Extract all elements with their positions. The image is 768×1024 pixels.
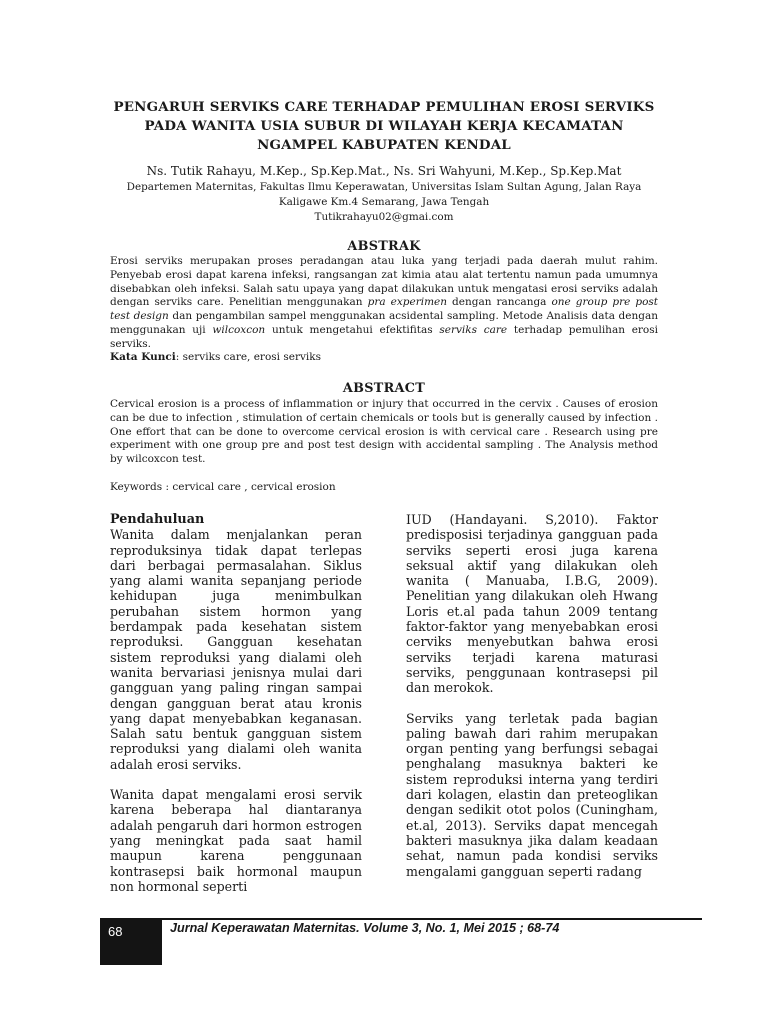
title-line-2: PADA WANITA USIA SUBUR DI WILAYAH KERJA KECAMATAN [144,118,624,134]
abstract-body: Cervical erosion is a process of inflammation or injury that occurred in the cervix . Causes of erosion can be due to infection , stimulation of certain chemicals or tools but is generally caused by infection . One effort that can be done to overcome cervical erosion is with cervical care . Research using pre experiment with one group pre and post test design with accidental sampling . The Analysis method by wilcoxcon test. [110,398,658,466]
author-email: Tutikrahayu02@gmai.com [314,211,454,223]
footer-rule [162,918,702,920]
kata-kunci-label: Kata Kunci [110,351,176,363]
intro-text-1: Wanita dalam menjalankan peran reproduksinya tidak dapat terlepas dari berbagai permasalahan. Siklus yang alami wanita sepanjang periode kehidupan juga menimbulkan perubahan sistem hormon yang berdampak pada kesehatan sistem reproduksi. Gangguan kesehatan sistem reproduksi yang dialami oleh wanita bervariasi jenisnya mulai dari gangguan yang paling ringan sampai dengan gangguan berat atau kronis yang dapat menyebabkan keganasan. Salah satu bentuk gangguan sistem reproduksi yang dialami oleh wanita adalah erosi serviks. [110,527,362,772]
page-number-box [100,918,162,965]
abstrak-text-2: dengan rancanga [447,296,552,309]
abstrak-italic-3: wilcoxcon [212,323,266,336]
left-column [110,512,362,909]
section-heading-pendahuluan: Pendahuluan [110,512,205,527]
abstrak-heading: ABSTRAK [347,239,421,254]
abstrak-text-3: dan pengambilan sampel menggunakan acsidental sampling. Metode Analisis data dengan menggunakan uji [110,310,659,336]
kata-kunci-text: : serviks care, erosi serviks [175,351,322,363]
article-title [90,98,678,155]
keywords: Keywords : cervical care , cervical erosion [110,481,336,493]
abstrak-italic-1: pra experimen [367,296,448,309]
abstrak-italic-2: one group pre post test design [110,296,658,323]
title-line-3: NGAMPEL KABUPATEN KENDAL [257,137,511,153]
abstrak-text-4: untuk mengetahui efektifitas [265,323,440,336]
journal-citation: Jurnal Keperawatan Maternitas. Volume 3, No. 1, Mei 2015 ; 68-74 [170,921,560,935]
right-paragraph-1: IUD (Handayani. S,2010). Faktor predisposisi terjadinya gangguan pada serviks seperti erosi juga karena seksual aktif yang dilakukan oleh wanita ( Manuaba, I.B.G, 2009). Penelitian yang dilakukan oleh Hwang Loris et.al pada tahun 2009 tentang faktor-faktor yang menyebabkan erosi cerviks menyebutkan bahwa erosi serviks terjadi karena maturasi serviks, penggunaan kontrasepsi pil dan merokok. [406,512,658,696]
intro-paragraph-1 [110,512,362,772]
abstrak-text-5: terhadap pemulihan erosi serviks. [110,323,658,350]
abstrak-body [110,255,658,352]
title-line-1: PENGARUH SERVIKS CARE TERHADAP PEMULIHAN EROSI SERVIKS [113,99,655,115]
author-list: Ns. Tutik Rahayu, M.Kep., Sp.Kep.Mat., Ns. Sri Wahyuni, M.Kep., Sp.Kep.Mat [146,164,622,178]
affiliation-block [110,180,658,225]
kata-kunci [110,351,658,363]
intro-paragraph-2: Wanita dapat mengalami erosi servik karena beberapa hal diantaranya adalah pengaruh dari hormon estrogen yang meningkat pada saat hamil maupun karena penggunaan kontrasepsi baik hormonal maupun non hormonal seperti [110,787,362,894]
affiliation-line-2: Kaligawe Km.4 Semarang, Jawa Tengah [278,196,490,208]
abstract-heading: ABSTRACT [342,381,426,396]
right-paragraph-2: Serviks yang terletak pada bagian paling bawah dari rahim merupakan organ penting yang berfungsi sebagai penghalang masuknya bakteri ke sistem reproduksi interna yang terdiri dari kolagen, elastin dan preteoglikan dengan sedikit otot polos (Cuningham, et.al, 2013). Serviks dapat mencegah bakteri masuknya jika dalam keadaan sehat, namun pada kondisi serviks mengalami gangguan seperti radang [406,710,658,879]
page-number: 68 [108,924,123,939]
right-column [406,512,658,894]
affiliation-line-1: Departemen Maternitas, Fakultas Ilmu Keperawatan, Universitas Islam Sultan Agung, Jalan Raya [126,181,642,193]
abstrak-text-1: Erosi serviks merupakan proses peradangan atau luka yang terjadi pada daerah mulut rahim. Penyebab erosi dapat karena infeksi, rangsangan zat kimia atau alat tertentu namun pada umumnya disebabkan oleh infeksi. Salah satu upaya yang dapat dilakukan untuk mengatasi erosi serviks adalah dengan serviks care. Penelitian menggunakan [110,255,658,309]
abstrak-italic-4: serviks care [439,323,508,336]
